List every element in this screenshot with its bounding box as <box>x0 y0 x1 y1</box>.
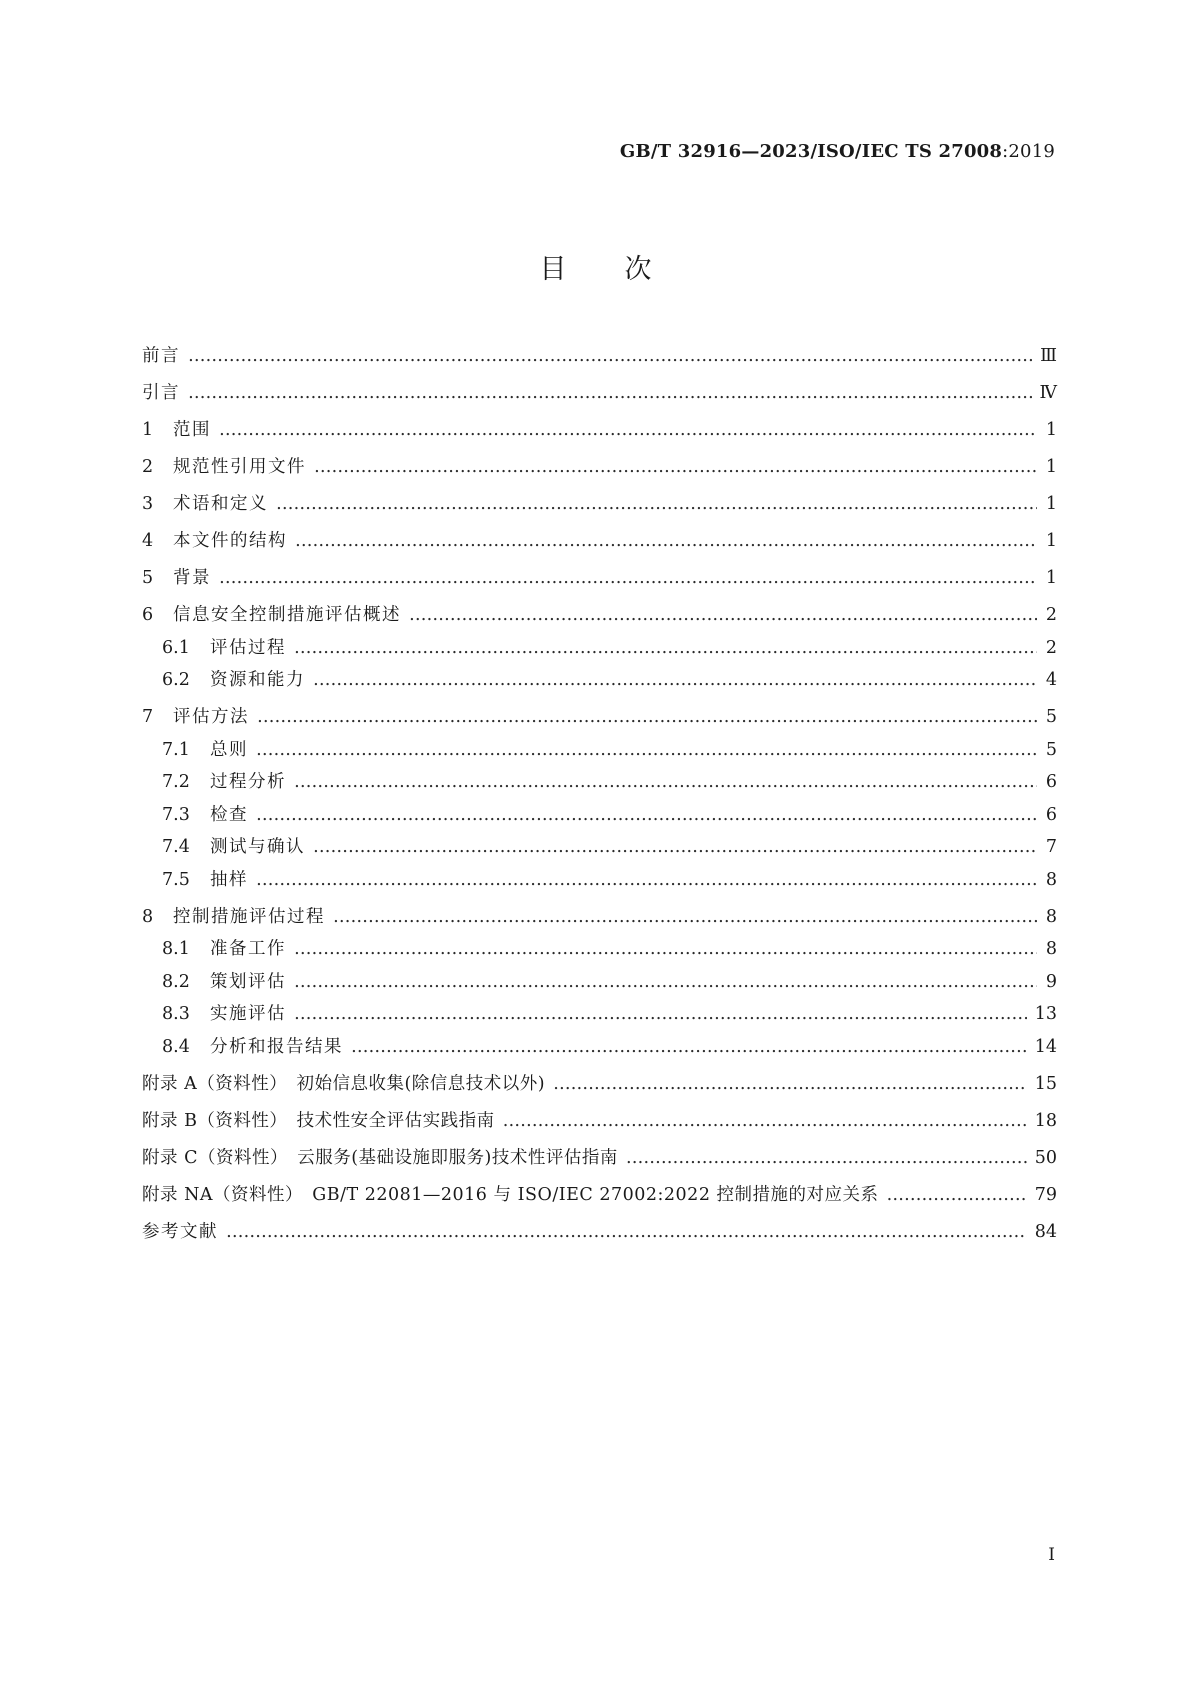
toc-entry[interactable] <box>142 1144 1057 1169</box>
toc-entry[interactable] <box>142 703 1057 728</box>
toc-entry-number: 7.5 <box>162 869 190 890</box>
toc-entry-label: 术语和定义 <box>173 494 268 514</box>
toc-entry[interactable] <box>142 634 1057 659</box>
toc-entry[interactable] <box>142 601 1057 626</box>
toc-entry-label: 评估过程 <box>210 637 286 658</box>
toc-entry[interactable] <box>142 342 1057 367</box>
toc-leader-dots <box>294 1004 1027 1024</box>
toc-entry[interactable] <box>142 1218 1057 1243</box>
toc-entry-page: 1 <box>1045 531 1057 551</box>
toc-entry[interactable] <box>142 1000 1057 1025</box>
toc-leader-dots <box>294 638 1037 658</box>
standard-code-main: GB/T 32916—2023/ISO/IEC TS 27008 <box>619 141 1003 162</box>
toc-entry-page: 8 <box>1045 869 1057 890</box>
toc-entry-label: 信息安全控制措施评估概述 <box>173 605 401 625</box>
toc-entry-page: 1 <box>1045 494 1057 514</box>
toc-entry[interactable] <box>142 801 1057 826</box>
toc-entry-number: 7.2 <box>162 772 190 792</box>
toc-entry-label: 过程分析 <box>210 772 286 792</box>
toc-entry-number: 7.1 <box>162 739 190 760</box>
toc-entry[interactable] <box>142 1070 1057 1095</box>
toc-entry-number: 8.2 <box>162 971 190 992</box>
toc-entry-label: 范围 <box>173 420 211 440</box>
toc-entry-number: 5 <box>142 568 154 588</box>
toc-entry-label: 背景 <box>173 568 211 588</box>
toc-entry[interactable] <box>142 935 1057 960</box>
toc-entry-label: 前言 <box>142 346 180 366</box>
toc-entry-label: 抽样 <box>210 869 248 890</box>
toc-entry-page: Ⅳ <box>1039 383 1057 403</box>
toc-entry-page: 1 <box>1045 420 1057 440</box>
toc-entry-number: 8.4 <box>162 1036 190 1057</box>
toc-entry-label: 引言 <box>142 383 180 403</box>
toc-entry-label: 规范性引用文件 <box>173 457 306 477</box>
toc-entry[interactable] <box>142 833 1057 858</box>
toc-leader-dots <box>503 1111 1027 1131</box>
toc-entry-number: 6.2 <box>162 670 190 690</box>
toc-entry-label: 本文件的结构 <box>173 531 287 551</box>
standard-code <box>620 141 1055 162</box>
toc-entry-page: 9 <box>1045 971 1057 992</box>
toc-leader-dots <box>295 531 1037 551</box>
toc-leader-dots <box>887 1185 1027 1205</box>
toc-entry-label: 策划评估 <box>210 971 286 992</box>
toc-leader-dots <box>294 972 1037 992</box>
toc-leader-dots <box>313 670 1037 690</box>
toc-entry-number: 7.4 <box>162 837 190 857</box>
toc-entry[interactable] <box>142 866 1057 891</box>
toc-entry-page: 2 <box>1045 605 1057 625</box>
toc-entry-page: 6 <box>1045 772 1057 792</box>
toc-entry-page: 4 <box>1045 670 1057 690</box>
toc-leader-dots <box>226 1222 1027 1242</box>
toc-leader-dots <box>351 1037 1027 1057</box>
toc-leader-dots <box>294 772 1037 792</box>
toc-leader-dots <box>256 870 1037 890</box>
toc-entry-label: 分析和报告结果 <box>210 1036 343 1057</box>
toc-entry-number: 4 <box>142 531 154 551</box>
toc-entry-page: 14 <box>1034 1036 1057 1057</box>
toc-entry-number: 7 <box>142 707 154 727</box>
toc-entry[interactable] <box>142 490 1057 515</box>
toc-entry-label: 总则 <box>210 739 248 760</box>
toc-entry-label: 控制措施评估过程 <box>173 906 325 927</box>
toc-leader-dots <box>256 805 1037 825</box>
toc-leader-dots <box>553 1074 1027 1094</box>
toc-entry[interactable] <box>142 416 1057 441</box>
toc-entry-page: 13 <box>1034 1004 1057 1024</box>
toc-entry-page: 8 <box>1045 939 1057 959</box>
toc-leader-dots <box>294 939 1037 959</box>
toc-entry-page: 18 <box>1034 1110 1057 1131</box>
toc-entry[interactable] <box>142 1181 1057 1206</box>
toc-entry-number: 2 <box>142 457 154 477</box>
toc-entry[interactable] <box>142 968 1057 993</box>
toc-leader-dots <box>219 568 1037 588</box>
toc-entry-label: 资源和能力 <box>210 670 305 690</box>
toc-entry-label: 检查 <box>210 804 248 825</box>
toc-entry-page: 6 <box>1045 804 1057 825</box>
toc-entry-page: 1 <box>1045 568 1057 588</box>
toc-entry-label: 参考文献 <box>142 1221 218 1242</box>
toc-entry-label: 准备工作 <box>210 939 286 959</box>
toc-entry-page: Ⅲ <box>1040 346 1057 366</box>
toc-entry[interactable] <box>142 903 1057 928</box>
toc-entry-number: 6.1 <box>162 637 190 658</box>
toc-entry-page: 79 <box>1034 1184 1057 1205</box>
toc-leader-dots <box>333 907 1037 927</box>
toc-entry[interactable] <box>142 1033 1057 1058</box>
toc-leader-dots <box>313 837 1037 857</box>
toc-leader-dots <box>188 346 1032 366</box>
toc-entry-page: 7 <box>1045 837 1057 857</box>
toc-entry-number: 8.1 <box>162 939 190 959</box>
page-number: I <box>1048 1545 1055 1565</box>
page-title: 目次 <box>539 254 710 285</box>
toc-leader-dots <box>314 457 1037 477</box>
toc-entry-page: 1 <box>1045 457 1057 477</box>
toc-entry[interactable] <box>142 527 1057 552</box>
toc-entry-label: 附录 C（资料性） 云服务(基础设施即服务)技术性评估指南 <box>142 1147 618 1168</box>
toc-leader-dots <box>256 740 1037 760</box>
toc-entry-page: 8 <box>1045 906 1057 927</box>
toc-entry[interactable] <box>142 768 1057 793</box>
toc-leader-dots <box>219 420 1037 440</box>
toc-entry-page: 84 <box>1034 1221 1057 1242</box>
toc-entry[interactable] <box>142 1107 1057 1132</box>
toc-entry[interactable] <box>142 564 1057 589</box>
toc-leader-dots <box>626 1148 1027 1168</box>
toc-entry-label: 测试与确认 <box>210 837 305 857</box>
table-of-contents <box>142 342 1057 1243</box>
toc-entry-page: 50 <box>1034 1147 1057 1168</box>
toc-entry[interactable] <box>142 666 1057 691</box>
toc-entry-number: 6 <box>142 605 154 625</box>
toc-entry-number: 8.3 <box>162 1004 190 1024</box>
toc-entry-page: 5 <box>1045 707 1057 727</box>
toc-entry-number: 3 <box>142 494 154 514</box>
toc-entry[interactable] <box>142 379 1057 404</box>
toc-entry-number: 7.3 <box>162 804 190 825</box>
toc-entry-page: 2 <box>1045 637 1057 658</box>
toc-leader-dots <box>188 383 1032 403</box>
toc-entry-label: 评估方法 <box>173 707 249 727</box>
toc-entry-page: 15 <box>1034 1073 1057 1094</box>
toc-entry-page: 5 <box>1045 739 1057 760</box>
toc-entry[interactable] <box>142 453 1057 478</box>
toc-entry[interactable] <box>142 736 1057 761</box>
toc-entry-label: 附录 A（资料性） 初始信息收集(除信息技术以外) <box>142 1073 546 1094</box>
toc-entry-label: 实施评估 <box>210 1004 286 1024</box>
toc-leader-dots <box>257 707 1037 727</box>
toc-leader-dots <box>276 494 1037 514</box>
toc-entry-number: 8 <box>142 906 154 927</box>
toc-entry-label: 附录 B（资料性） 技术性安全评估实践指南 <box>142 1110 495 1131</box>
toc-entry-number: 1 <box>142 420 154 440</box>
standard-code-year: :2019 <box>1002 141 1055 162</box>
toc-entry-label: 附录 NA（资料性） GB/T 22081—2016 与 ISO/IEC 27002:2022 控制措施的对应关系 <box>142 1184 879 1205</box>
toc-leader-dots <box>409 605 1037 625</box>
